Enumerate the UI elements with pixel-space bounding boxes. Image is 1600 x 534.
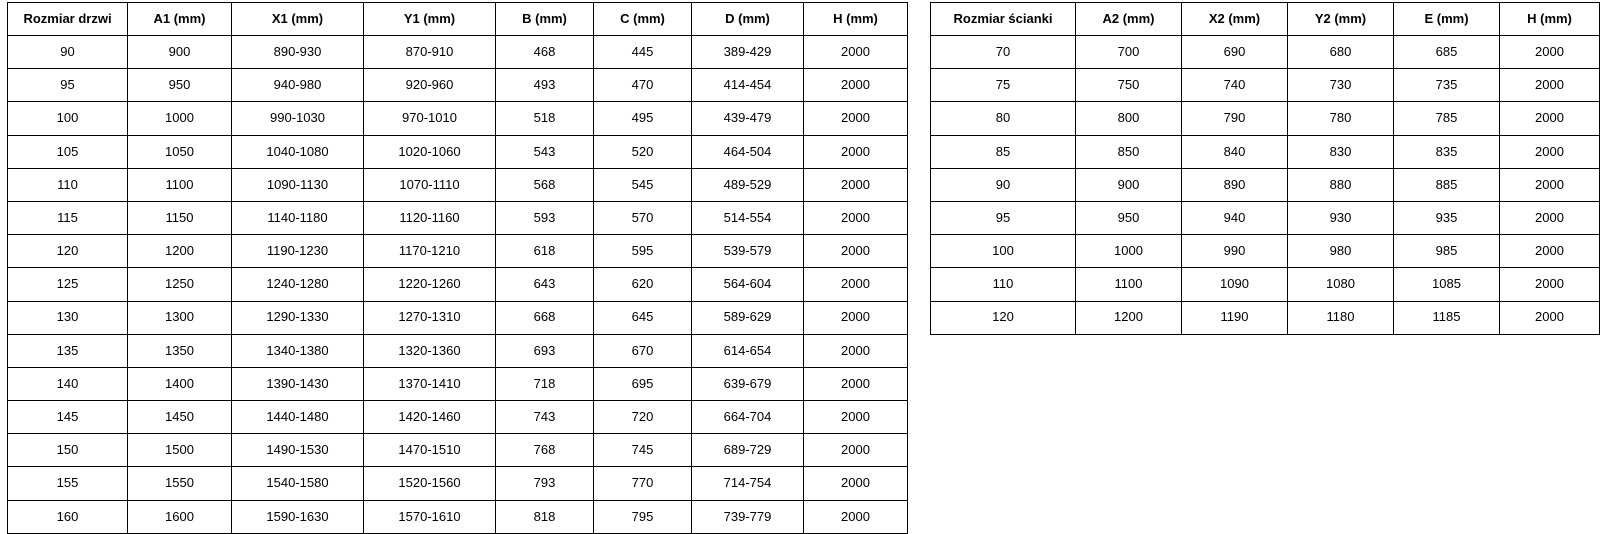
- table-cell: 750: [1076, 69, 1182, 102]
- table-cell: 1350: [128, 334, 232, 367]
- table-cell: 1470-1510: [364, 434, 496, 467]
- table-cell: 2000: [1500, 135, 1600, 168]
- table-row: [8, 301, 908, 334]
- table-cell: 493: [496, 69, 594, 102]
- table-cell: 785: [1394, 102, 1500, 135]
- table-cell: 145: [8, 401, 128, 434]
- table-cell: 1600: [128, 500, 232, 533]
- table-cell: 940: [1182, 201, 1288, 234]
- table-cell: 100: [8, 102, 128, 135]
- table-cell: 2000: [804, 268, 908, 301]
- table-cell: 614-654: [692, 334, 804, 367]
- table-cell: 690: [1182, 36, 1288, 69]
- table-cell: 840: [1182, 135, 1288, 168]
- table-cell: 570: [594, 201, 692, 234]
- table-cell: 800: [1076, 102, 1182, 135]
- table-cell: 2000: [1500, 235, 1600, 268]
- table-cell: 618: [496, 235, 594, 268]
- table-cell: 990: [1182, 235, 1288, 268]
- table-cell: 1570-1610: [364, 500, 496, 533]
- table-cell: 1180: [1288, 301, 1394, 334]
- table-cell: 768: [496, 434, 594, 467]
- table-cell: 539-579: [692, 235, 804, 268]
- table-cell: 935: [1394, 201, 1500, 234]
- wall-table-column-header: E (mm): [1394, 3, 1500, 36]
- table-cell: 160: [8, 500, 128, 533]
- table-cell: 85: [931, 135, 1076, 168]
- table-cell: 1100: [128, 168, 232, 201]
- table-cell: 745: [594, 434, 692, 467]
- table-cell: 689-729: [692, 434, 804, 467]
- wall-table-column-header: X2 (mm): [1182, 3, 1288, 36]
- table-cell: 518: [496, 102, 594, 135]
- doors-table-column-header: D (mm): [692, 3, 804, 36]
- table-row: [931, 301, 1600, 334]
- table-cell: 564-604: [692, 268, 804, 301]
- table-cell: 980: [1288, 235, 1394, 268]
- table-cell: 620: [594, 268, 692, 301]
- table-cell: 1370-1410: [364, 367, 496, 400]
- table-row: [931, 102, 1600, 135]
- table-cell: 95: [8, 69, 128, 102]
- table-cell: 1500: [128, 434, 232, 467]
- table-cell: 835: [1394, 135, 1500, 168]
- table-cell: 2000: [804, 301, 908, 334]
- doors-table-column-header: Y1 (mm): [364, 3, 496, 36]
- table-cell: 739-779: [692, 500, 804, 533]
- table-cell: 2000: [1500, 69, 1600, 102]
- table-cell: 639-679: [692, 367, 804, 400]
- table-cell: 680: [1288, 36, 1394, 69]
- doors-table-column-header: B (mm): [496, 3, 594, 36]
- table-cell: 850: [1076, 135, 1182, 168]
- table-row: [8, 69, 908, 102]
- table-cell: 2000: [804, 201, 908, 234]
- table-cell: 1090-1130: [232, 168, 364, 201]
- table-cell: 1000: [1076, 235, 1182, 268]
- table-cell: 2000: [804, 401, 908, 434]
- table-cell: 150: [8, 434, 128, 467]
- table-cell: 2000: [804, 235, 908, 268]
- table-cell: 1590-1630: [232, 500, 364, 533]
- table-cell: 2000: [804, 467, 908, 500]
- table-cell: 1290-1330: [232, 301, 364, 334]
- table-cell: 1400: [128, 367, 232, 400]
- table-cell: 414-454: [692, 69, 804, 102]
- table-cell: 2000: [1500, 102, 1600, 135]
- doors-table-column-header: X1 (mm): [232, 3, 364, 36]
- table-cell: 890: [1182, 168, 1288, 201]
- table-cell: 1200: [1076, 301, 1182, 334]
- table-cell: 100: [931, 235, 1076, 268]
- table-cell: 2000: [804, 69, 908, 102]
- table-cell: 1080: [1288, 268, 1394, 301]
- table-cell: 468: [496, 36, 594, 69]
- table-cell: 75: [931, 69, 1076, 102]
- table-cell: 1185: [1394, 301, 1500, 334]
- table-cell: 105: [8, 135, 128, 168]
- table-cell: 90: [931, 168, 1076, 201]
- table-cell: 900: [128, 36, 232, 69]
- table-cell: 1170-1210: [364, 235, 496, 268]
- table-cell: 2000: [804, 135, 908, 168]
- doors-table-column-header: H (mm): [804, 3, 908, 36]
- table-row: [8, 102, 908, 135]
- table-cell: 685: [1394, 36, 1500, 69]
- table-cell: 795: [594, 500, 692, 533]
- table-row: [931, 235, 1600, 268]
- table-cell: 1220-1260: [364, 268, 496, 301]
- table-cell: 120: [931, 301, 1076, 334]
- table-cell: 930: [1288, 201, 1394, 234]
- table-header-row: [931, 3, 1600, 36]
- table-cell: 890-930: [232, 36, 364, 69]
- table-cell: 140: [8, 367, 128, 400]
- table-cell: 1300: [128, 301, 232, 334]
- doors-dimensions-table-container: [7, 2, 908, 534]
- table-row: [8, 367, 908, 400]
- table-cell: 1450: [128, 401, 232, 434]
- table-cell: 1050: [128, 135, 232, 168]
- table-cell: 589-629: [692, 301, 804, 334]
- table-cell: 2000: [1500, 301, 1600, 334]
- table-cell: 1250: [128, 268, 232, 301]
- table-row: [931, 268, 1600, 301]
- doors-table-column-header: A1 (mm): [128, 3, 232, 36]
- table-cell: 990-1030: [232, 102, 364, 135]
- table-header-row: [8, 3, 908, 36]
- wall-table-column-header: A2 (mm): [1076, 3, 1182, 36]
- table-cell: 950: [1076, 201, 1182, 234]
- table-cell: 1090: [1182, 268, 1288, 301]
- table-cell: 645: [594, 301, 692, 334]
- table-cell: 985: [1394, 235, 1500, 268]
- wall-table-column-header: H (mm): [1500, 3, 1600, 36]
- table-cell: 790: [1182, 102, 1288, 135]
- table-cell: 1020-1060: [364, 135, 496, 168]
- wall-dimensions-table: [930, 2, 1600, 335]
- table-cell: 495: [594, 102, 692, 135]
- table-cell: 1140-1180: [232, 201, 364, 234]
- table-cell: 2000: [1500, 201, 1600, 234]
- table-cell: 830: [1288, 135, 1394, 168]
- table-row: [931, 69, 1600, 102]
- table-cell: 464-504: [692, 135, 804, 168]
- table-cell: 2000: [1500, 168, 1600, 201]
- doors-table-header: [8, 3, 908, 36]
- table-cell: 155: [8, 467, 128, 500]
- table-row: [8, 235, 908, 268]
- table-cell: 130: [8, 301, 128, 334]
- wall-dimensions-table-container: [930, 2, 1600, 335]
- table-cell: 545: [594, 168, 692, 201]
- table-row: [931, 168, 1600, 201]
- table-cell: 1420-1460: [364, 401, 496, 434]
- table-cell: 664-704: [692, 401, 804, 434]
- table-row: [8, 36, 908, 69]
- table-cell: 1270-1310: [364, 301, 496, 334]
- table-cell: 489-529: [692, 168, 804, 201]
- table-row: [8, 334, 908, 367]
- wall-table-body: [931, 36, 1600, 335]
- table-cell: 70: [931, 36, 1076, 69]
- table-cell: 1340-1380: [232, 334, 364, 367]
- table-cell: 1240-1280: [232, 268, 364, 301]
- table-cell: 2000: [1500, 268, 1600, 301]
- table-row: [8, 268, 908, 301]
- table-cell: 714-754: [692, 467, 804, 500]
- table-cell: 543: [496, 135, 594, 168]
- table-cell: 593: [496, 201, 594, 234]
- table-cell: 1550: [128, 467, 232, 500]
- table-cell: 1190-1230: [232, 235, 364, 268]
- wall-table-column-header: Rozmiar ścianki: [931, 3, 1076, 36]
- table-cell: 470: [594, 69, 692, 102]
- table-cell: 950: [128, 69, 232, 102]
- table-cell: 670: [594, 334, 692, 367]
- table-cell: 125: [8, 268, 128, 301]
- table-cell: 1390-1430: [232, 367, 364, 400]
- table-cell: 115: [8, 201, 128, 234]
- table-cell: 1120-1160: [364, 201, 496, 234]
- table-cell: 95: [931, 201, 1076, 234]
- table-cell: 90: [8, 36, 128, 69]
- table-cell: 1320-1360: [364, 334, 496, 367]
- table-cell: 2000: [804, 434, 908, 467]
- wall-table-header: [931, 3, 1600, 36]
- table-cell: 668: [496, 301, 594, 334]
- table-row: [8, 434, 908, 467]
- table-cell: 1490-1530: [232, 434, 364, 467]
- table-cell: 1540-1580: [232, 467, 364, 500]
- table-cell: 110: [8, 168, 128, 201]
- doors-dimensions-table: [7, 2, 908, 534]
- table-cell: 870-910: [364, 36, 496, 69]
- table-cell: 1000: [128, 102, 232, 135]
- table-cell: 740: [1182, 69, 1288, 102]
- table-cell: 1150: [128, 201, 232, 234]
- table-cell: 940-980: [232, 69, 364, 102]
- table-cell: 2000: [804, 334, 908, 367]
- table-cell: 920-960: [364, 69, 496, 102]
- table-cell: 2000: [804, 367, 908, 400]
- table-cell: 2000: [804, 500, 908, 533]
- table-cell: 770: [594, 467, 692, 500]
- doors-table-column-header: C (mm): [594, 3, 692, 36]
- table-cell: 880: [1288, 168, 1394, 201]
- table-row: [8, 401, 908, 434]
- table-row: [931, 36, 1600, 69]
- table-cell: 885: [1394, 168, 1500, 201]
- table-cell: 120: [8, 235, 128, 268]
- table-cell: 514-554: [692, 201, 804, 234]
- table-cell: 135: [8, 334, 128, 367]
- table-cell: 718: [496, 367, 594, 400]
- table-cell: 568: [496, 168, 594, 201]
- table-cell: 389-429: [692, 36, 804, 69]
- table-row: [931, 135, 1600, 168]
- table-cell: 595: [594, 235, 692, 268]
- table-cell: 1070-1110: [364, 168, 496, 201]
- table-cell: 743: [496, 401, 594, 434]
- table-cell: 1085: [1394, 268, 1500, 301]
- table-row: [8, 500, 908, 533]
- table-cell: 793: [496, 467, 594, 500]
- table-cell: 735: [1394, 69, 1500, 102]
- table-cell: 110: [931, 268, 1076, 301]
- table-cell: 1100: [1076, 268, 1182, 301]
- table-cell: 439-479: [692, 102, 804, 135]
- table-cell: 80: [931, 102, 1076, 135]
- table-cell: 2000: [804, 102, 908, 135]
- doors-table-body: [8, 36, 908, 534]
- table-cell: 1200: [128, 235, 232, 268]
- table-cell: 1190: [1182, 301, 1288, 334]
- table-cell: 520: [594, 135, 692, 168]
- table-cell: 730: [1288, 69, 1394, 102]
- wall-table-column-header: Y2 (mm): [1288, 3, 1394, 36]
- table-cell: 445: [594, 36, 692, 69]
- table-cell: 2000: [804, 168, 908, 201]
- table-cell: 643: [496, 268, 594, 301]
- table-cell: 2000: [804, 36, 908, 69]
- table-cell: 900: [1076, 168, 1182, 201]
- table-row: [8, 135, 908, 168]
- table-cell: 695: [594, 367, 692, 400]
- table-cell: 1040-1080: [232, 135, 364, 168]
- table-row: [931, 201, 1600, 234]
- table-cell: 700: [1076, 36, 1182, 69]
- table-row: [8, 467, 908, 500]
- table-cell: 818: [496, 500, 594, 533]
- table-cell: 780: [1288, 102, 1394, 135]
- table-row: [8, 201, 908, 234]
- table-row: [8, 168, 908, 201]
- table-cell: 2000: [1500, 36, 1600, 69]
- table-cell: 1520-1560: [364, 467, 496, 500]
- doors-table-column-header: Rozmiar drzwi: [8, 3, 128, 36]
- table-cell: 970-1010: [364, 102, 496, 135]
- table-cell: 1440-1480: [232, 401, 364, 434]
- table-cell: 720: [594, 401, 692, 434]
- table-cell: 693: [496, 334, 594, 367]
